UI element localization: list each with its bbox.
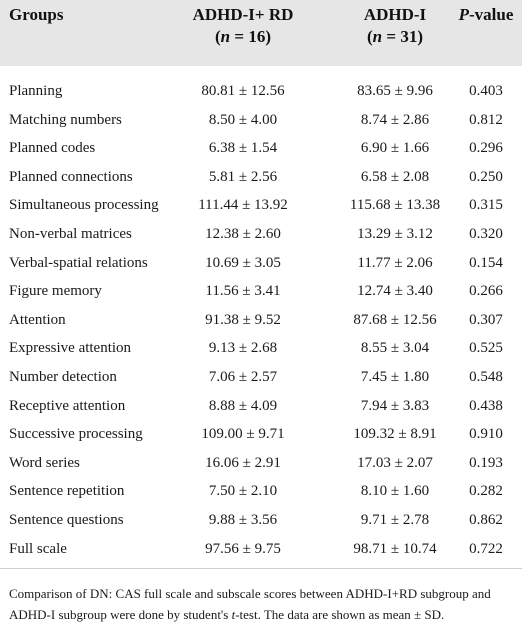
table-row: [0, 334, 522, 363]
table-row: [0, 134, 522, 163]
cell-p-value: 0.525: [469, 340, 503, 357]
row-label: Full scale: [9, 540, 67, 557]
footnote-text-before: Comparison of DN: CAS full scale and subscale scores between ADHD-I+RD subgroup and ADHD-I subgroup were done by student's: [9, 586, 491, 622]
cell-p-value: 0.862: [469, 511, 503, 528]
cell-p-value: 0.403: [469, 83, 503, 99]
cell-adhd-rd: 8.88 ± 4.09: [208, 397, 278, 414]
footnote-t-italic: t: [231, 607, 236, 622]
cell-adhd-rd: 9.13 ± 2.68: [208, 340, 278, 357]
table-header: [0, 0, 522, 66]
header-adhd-i-n: (n = 31): [367, 27, 423, 46]
cell-adhd-rd: 80.81 ± 12.56: [201, 83, 285, 99]
cell-p-value: 0.315: [469, 197, 503, 214]
cell-adhd-i: 115.68 ± 13.38: [349, 197, 441, 214]
cell-adhd-rd: 7.06 ± 2.57: [208, 368, 278, 385]
table-row: [0, 106, 522, 135]
cell-adhd-i: 11.77 ± 2.06: [357, 254, 433, 271]
cell-adhd-i: 12.74 ± 3.40: [357, 283, 433, 300]
row-label: Receptive attention: [9, 397, 126, 414]
cell-adhd-i: 7.45 ± 1.80: [360, 368, 430, 385]
header-p-value: P-value: [458, 5, 514, 24]
cell-adhd-rd: 9.88 ± 3.56: [208, 511, 278, 528]
row-label: Matching numbers: [9, 111, 122, 128]
row-label: Number detection: [9, 368, 117, 385]
cell-adhd-rd: 6.38 ± 1.54: [208, 140, 278, 157]
cell-p-value: 0.307: [469, 311, 503, 328]
row-label: Planned connections: [9, 168, 133, 185]
cell-adhd-rd: 91.38 ± 9.52: [205, 311, 281, 328]
row-label: Sentence questions: [9, 511, 124, 528]
row-label: Expressive attention: [9, 340, 132, 357]
cell-adhd-i: 8.55 ± 3.04: [360, 340, 430, 357]
cell-p-value: 0.722: [469, 540, 503, 557]
cell-p-value: 0.154: [469, 254, 503, 271]
cell-p-value: 0.266: [469, 283, 503, 300]
cell-adhd-rd: 11.56 ± 3.41: [205, 283, 281, 300]
cell-adhd-rd: 8.50 ± 4.00: [208, 111, 278, 128]
table-footnote: [0, 568, 522, 625]
cell-p-value: 0.250: [469, 168, 503, 185]
cell-p-value: 0.193: [469, 454, 503, 471]
header-adhd-rd: [175, 4, 311, 48]
cell-adhd-rd: 109.00 ± 9.71: [201, 426, 285, 443]
table-row: [0, 77, 522, 106]
row-label: Simultaneous processing: [9, 197, 159, 214]
cell-adhd-rd: 12.38 ± 2.60: [205, 225, 281, 242]
cell-adhd-rd: 16.06 ± 2.91: [205, 454, 281, 471]
table-row: [0, 277, 522, 306]
table-row: [0, 420, 522, 449]
table-row: [0, 163, 522, 192]
table-row: [0, 249, 522, 278]
cell-p-value: 0.282: [469, 483, 503, 500]
header-groups: Groups: [9, 5, 64, 24]
header-adhd-rd-label: ADHD-I+ RD: [192, 5, 294, 24]
table-row: [0, 220, 522, 249]
cell-adhd-i: 87.68 ± 12.56: [353, 311, 437, 328]
footnote-text-after: -test. The data are shown as mean ± SD.: [235, 607, 445, 622]
cell-p-value: 0.438: [469, 397, 503, 414]
table-row: [0, 449, 522, 478]
cell-adhd-i: 6.58 ± 2.08: [360, 168, 430, 185]
table-row: [0, 477, 522, 506]
cell-adhd-i: 8.74 ± 2.86: [360, 111, 430, 128]
row-label: Sentence repetition: [9, 483, 125, 500]
table-row: [0, 363, 522, 392]
cell-p-value: 0.548: [469, 368, 503, 385]
row-label: Successive processing: [9, 426, 143, 443]
row-label: Attention: [9, 311, 66, 328]
row-label: Word series: [9, 454, 80, 471]
row-label: Non-verbal matrices: [9, 225, 132, 242]
cell-p-value: 0.296: [469, 140, 503, 157]
cell-adhd-rd: 10.69 ± 3.05: [205, 254, 281, 271]
cell-adhd-rd: 97.56 ± 9.75: [205, 540, 281, 557]
table-row: [0, 392, 522, 421]
row-label: Planned codes: [9, 140, 96, 157]
table-row: [0, 191, 522, 220]
header-adhd-rd-n: (n = 16): [215, 27, 271, 46]
cell-adhd-i: 17.03 ± 2.07: [357, 454, 433, 471]
cell-adhd-i: 6.90 ± 1.66: [360, 140, 430, 157]
header-adhd-i: [340, 4, 450, 48]
header-adhd-i-label: ADHD-I: [363, 5, 427, 24]
cell-adhd-i: 83.65 ± 9.96: [357, 83, 433, 99]
cell-adhd-i: 7.94 ± 3.83: [360, 397, 430, 414]
cell-adhd-i: 13.29 ± 3.12: [357, 225, 433, 242]
table-row: [0, 535, 522, 564]
row-label: Planning: [9, 83, 63, 99]
cell-p-value: 0.910: [469, 426, 503, 443]
cell-adhd-i: 109.32 ± 8.91: [353, 426, 437, 443]
table-row: [0, 306, 522, 335]
cell-p-value: 0.812: [469, 111, 503, 128]
cell-adhd-i: 8.10 ± 1.60: [360, 483, 430, 500]
table-row: [0, 506, 522, 535]
cell-adhd-rd: 5.81 ± 2.56: [208, 168, 278, 185]
cell-adhd-i: 98.71 ± 10.74: [353, 540, 437, 557]
cell-adhd-rd: 7.50 ± 2.10: [208, 483, 278, 500]
row-label: Verbal-spatial relations: [9, 254, 148, 271]
table-body: [0, 77, 522, 563]
cell-p-value: 0.320: [469, 225, 503, 242]
cell-adhd-rd: 111.44 ± 13.92: [198, 197, 288, 214]
cell-adhd-i: 9.71 ± 2.78: [360, 511, 430, 528]
row-label: Figure memory: [9, 283, 102, 300]
